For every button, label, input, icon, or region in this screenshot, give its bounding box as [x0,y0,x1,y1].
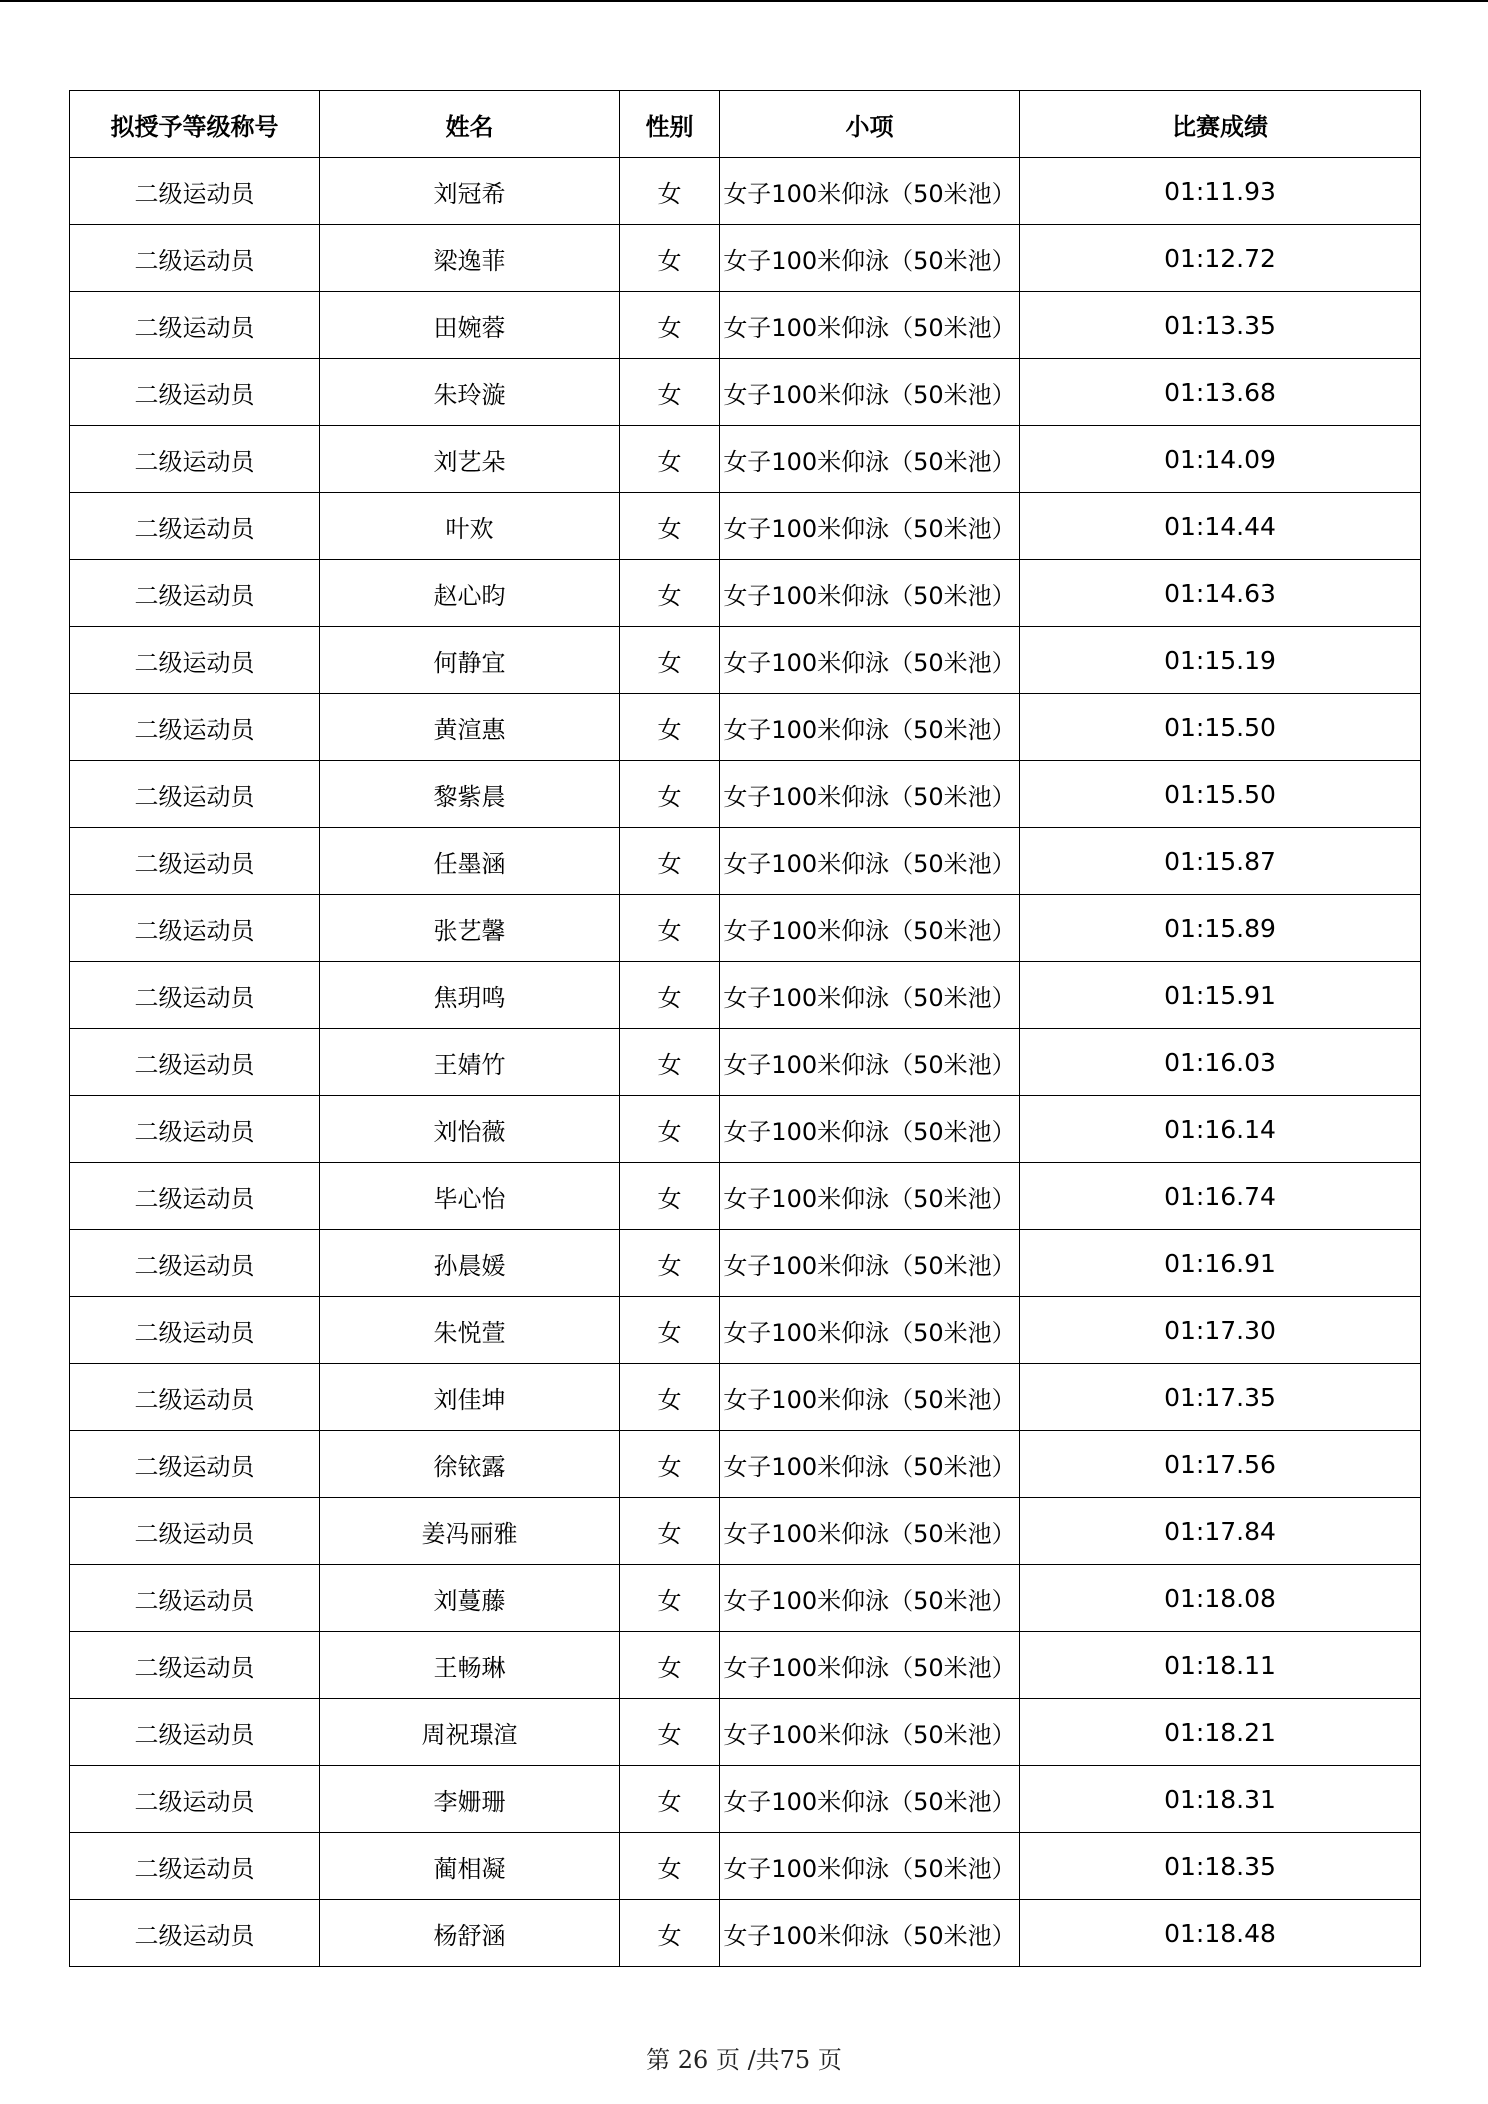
table-row [70,1699,1421,1766]
event-cell: 女子100米仰泳（50米池） [720,828,1020,895]
gender-cell: 女 [620,1230,720,1297]
table-row [70,828,1421,895]
event-cell: 女子100米仰泳（50米池） [720,1766,1020,1833]
table-row [70,1029,1421,1096]
table-row [70,426,1421,493]
header-name: 姓名 [320,91,620,158]
event-cell: 女子100米仰泳（50米池） [720,426,1020,493]
event-cell: 女子100米仰泳（50米池） [720,694,1020,761]
event-cell: 女子100米仰泳（50米池） [720,1565,1020,1632]
athlete-name-cell: 任墨涵 [320,828,620,895]
result-cell: 01:13.68 [1020,359,1421,426]
gender-cell: 女 [620,1766,720,1833]
athlete-name-cell: 周祝璟渲 [320,1699,620,1766]
table-row [70,1163,1421,1230]
gender-cell: 女 [620,359,720,426]
gender-cell: 女 [620,627,720,694]
grade-title-cell: 二级运动员 [70,895,320,962]
event-cell: 女子100米仰泳（50米池） [720,560,1020,627]
grade-title-cell: 二级运动员 [70,1364,320,1431]
athlete-name-cell: 何静宜 [320,627,620,694]
grade-title-cell: 二级运动员 [70,158,320,225]
gender-cell: 女 [620,1699,720,1766]
table-row [70,1431,1421,1498]
gender-cell: 女 [620,1498,720,1565]
table-row [70,1230,1421,1297]
grade-title-cell: 二级运动员 [70,962,320,1029]
result-cell: 01:15.19 [1020,627,1421,694]
result-cell: 01:17.35 [1020,1364,1421,1431]
grade-title-cell: 二级运动员 [70,560,320,627]
athlete-name-cell: 孙晨媛 [320,1230,620,1297]
grade-title-cell: 二级运动员 [70,359,320,426]
gender-cell: 女 [620,1900,720,1967]
gender-cell: 女 [620,560,720,627]
header-grade-title: 拟授予等级称号 [70,91,320,158]
result-cell: 01:15.91 [1020,962,1421,1029]
grade-title-cell: 二级运动员 [70,1498,320,1565]
gender-cell: 女 [620,962,720,1029]
table-header-row [70,91,1421,158]
table-row [70,1096,1421,1163]
event-cell: 女子100米仰泳（50米池） [720,1833,1020,1900]
result-cell: 01:13.35 [1020,292,1421,359]
event-cell: 女子100米仰泳（50米池） [720,1632,1020,1699]
athlete-name-cell: 田婉蓉 [320,292,620,359]
grade-title-cell: 二级运动员 [70,426,320,493]
athlete-name-cell: 黄渲惠 [320,694,620,761]
event-cell: 女子100米仰泳（50米池） [720,895,1020,962]
athlete-name-cell: 刘怡薇 [320,1096,620,1163]
athlete-grade-table [69,90,1421,1967]
result-cell: 01:12.72 [1020,225,1421,292]
grade-title-cell: 二级运动员 [70,1900,320,1967]
table-row [70,493,1421,560]
gender-cell: 女 [620,1163,720,1230]
top-border-line [0,0,1488,2]
result-cell: 01:18.48 [1020,1900,1421,1967]
grade-title-cell: 二级运动员 [70,1029,320,1096]
event-cell: 女子100米仰泳（50米池） [720,1029,1020,1096]
athlete-name-cell: 李姗珊 [320,1766,620,1833]
result-cell: 01:14.09 [1020,426,1421,493]
gender-cell: 女 [620,225,720,292]
result-cell: 01:17.84 [1020,1498,1421,1565]
gender-cell: 女 [620,1565,720,1632]
header-gender: 性别 [620,91,720,158]
grade-title-cell: 二级运动员 [70,694,320,761]
result-cell: 01:14.44 [1020,493,1421,560]
header-result: 比赛成绩 [1020,91,1421,158]
grade-title-cell: 二级运动员 [70,1766,320,1833]
gender-cell: 女 [620,1297,720,1364]
table-row [70,1565,1421,1632]
table-row [70,359,1421,426]
event-cell: 女子100米仰泳（50米池） [720,1163,1020,1230]
grade-title-cell: 二级运动员 [70,1565,320,1632]
grade-title-cell: 二级运动员 [70,1431,320,1498]
grade-title-cell: 二级运动员 [70,292,320,359]
event-cell: 女子100米仰泳（50米池） [720,359,1020,426]
result-cell: 01:16.74 [1020,1163,1421,1230]
result-cell: 01:15.87 [1020,828,1421,895]
table-row [70,292,1421,359]
athlete-name-cell: 毕心怡 [320,1163,620,1230]
athlete-name-cell: 王畅琳 [320,1632,620,1699]
event-cell: 女子100米仰泳（50米池） [720,627,1020,694]
event-cell: 女子100米仰泳（50米池） [720,1900,1020,1967]
gender-cell: 女 [620,493,720,560]
grade-title-cell: 二级运动员 [70,1632,320,1699]
event-cell: 女子100米仰泳（50米池） [720,1699,1020,1766]
event-cell: 女子100米仰泳（50米池） [720,761,1020,828]
table-row [70,560,1421,627]
athlete-name-cell: 徐铱露 [320,1431,620,1498]
athlete-name-cell: 黎紫晨 [320,761,620,828]
result-cell: 01:18.31 [1020,1766,1421,1833]
gender-cell: 女 [620,292,720,359]
result-cell: 01:18.21 [1020,1699,1421,1766]
gender-cell: 女 [620,828,720,895]
gender-cell: 女 [620,1029,720,1096]
event-cell: 女子100米仰泳（50米池） [720,225,1020,292]
event-cell: 女子100米仰泳（50米池） [720,1498,1020,1565]
table-row [70,158,1421,225]
gender-cell: 女 [620,1632,720,1699]
gender-cell: 女 [620,895,720,962]
result-cell: 01:15.50 [1020,761,1421,828]
table-row [70,1833,1421,1900]
gender-cell: 女 [620,426,720,493]
grade-title-cell: 二级运动员 [70,1230,320,1297]
event-cell: 女子100米仰泳（50米池） [720,1096,1020,1163]
event-cell: 女子100米仰泳（50米池） [720,292,1020,359]
page-number: 第 26 页 /共75 页 [646,2046,842,2074]
athlete-name-cell: 朱悦萱 [320,1297,620,1364]
grade-title-cell: 二级运动员 [70,1163,320,1230]
athlete-name-cell: 叶欢 [320,493,620,560]
grade-title-cell: 二级运动员 [70,1833,320,1900]
athlete-name-cell: 王婧竹 [320,1029,620,1096]
athlete-name-cell: 朱玲漩 [320,359,620,426]
table-row [70,1632,1421,1699]
athlete-name-cell: 张艺馨 [320,895,620,962]
event-cell: 女子100米仰泳（50米池） [720,158,1020,225]
athlete-name-cell: 杨舒涵 [320,1900,620,1967]
athlete-name-cell: 梁逸菲 [320,225,620,292]
grade-title-cell: 二级运动员 [70,627,320,694]
athlete-name-cell: 刘冠希 [320,158,620,225]
event-cell: 女子100米仰泳（50米池） [720,1297,1020,1364]
athlete-name-cell: 蔺相凝 [320,1833,620,1900]
result-cell: 01:18.11 [1020,1632,1421,1699]
result-cell: 01:16.14 [1020,1096,1421,1163]
result-cell: 01:17.56 [1020,1431,1421,1498]
table-row [70,761,1421,828]
athlete-name-cell: 焦玥鸣 [320,962,620,1029]
result-cell: 01:17.30 [1020,1297,1421,1364]
gender-cell: 女 [620,1364,720,1431]
result-cell: 01:15.50 [1020,694,1421,761]
grade-title-cell: 二级运动员 [70,1297,320,1364]
event-cell: 女子100米仰泳（50米池） [720,962,1020,1029]
table-row [70,1297,1421,1364]
event-cell: 女子100米仰泳（50米池） [720,1230,1020,1297]
table-row [70,962,1421,1029]
table-row [70,1900,1421,1967]
gender-cell: 女 [620,1096,720,1163]
table-body [70,158,1421,1967]
athlete-name-cell: 刘佳坤 [320,1364,620,1431]
grade-title-cell: 二级运动员 [70,828,320,895]
grade-title-cell: 二级运动员 [70,493,320,560]
event-cell: 女子100米仰泳（50米池） [720,1431,1020,1498]
table-row [70,225,1421,292]
table-row [70,1364,1421,1431]
athlete-name-cell: 赵心昀 [320,560,620,627]
gender-cell: 女 [620,761,720,828]
event-cell: 女子100米仰泳（50米池） [720,1364,1020,1431]
result-cell: 01:14.63 [1020,560,1421,627]
table-row [70,627,1421,694]
athlete-name-cell: 刘艺朵 [320,426,620,493]
result-cell: 01:18.35 [1020,1833,1421,1900]
gender-cell: 女 [620,1431,720,1498]
event-cell: 女子100米仰泳（50米池） [720,493,1020,560]
table-row [70,895,1421,962]
result-cell: 01:16.03 [1020,1029,1421,1096]
result-cell: 01:15.89 [1020,895,1421,962]
grade-title-cell: 二级运动员 [70,1096,320,1163]
result-cell: 01:18.08 [1020,1565,1421,1632]
grade-title-cell: 二级运动员 [70,225,320,292]
table-row [70,1498,1421,1565]
gender-cell: 女 [620,1833,720,1900]
grade-title-cell: 二级运动员 [70,1699,320,1766]
gender-cell: 女 [620,694,720,761]
gender-cell: 女 [620,158,720,225]
athlete-name-cell: 姜冯丽雅 [320,1498,620,1565]
header-event: 小项 [720,91,1020,158]
result-cell: 01:16.91 [1020,1230,1421,1297]
result-cell: 01:11.93 [1020,158,1421,225]
table-row [70,1766,1421,1833]
table-row [70,694,1421,761]
athlete-name-cell: 刘蔓藤 [320,1565,620,1632]
grade-title-cell: 二级运动员 [70,761,320,828]
